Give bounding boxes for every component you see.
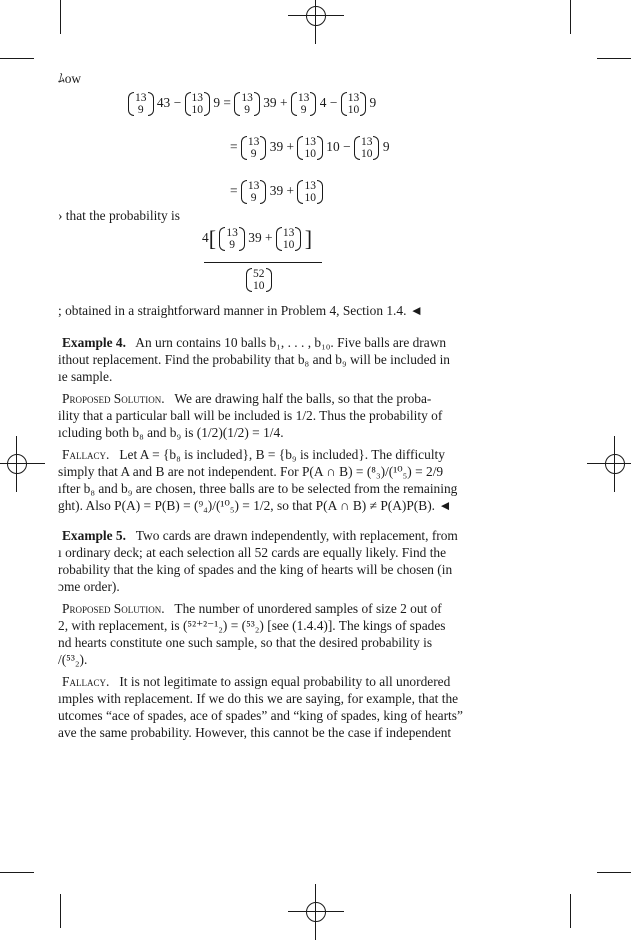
crop-mark-bottom-right-horizontal <box>597 872 631 873</box>
registration-mark-bottom <box>302 898 330 926</box>
fallacy-1-line-2: simply that A and B are not independent. For P(A ∩ B) = (⁸₃)/(¹⁰₅) = 2/9 <box>58 464 444 479</box>
binomial: 13 10 <box>185 92 211 116</box>
crop-mark-top-right-horizontal <box>597 58 631 59</box>
registration-mark-left <box>3 450 31 478</box>
text-now: ﾑow <box>58 71 82 86</box>
equation-line-3: = 13 9 39 + 13 10 <box>230 180 323 204</box>
binomial: 13 10 <box>341 92 367 116</box>
registration-mark-right <box>601 450 629 478</box>
binomial: 13 9 <box>291 92 317 116</box>
example-5-label: Example 5. <box>62 528 126 543</box>
binomial: 13 9 <box>241 180 267 204</box>
binomial: 52 10 <box>246 268 272 292</box>
example-4-line-2: ithout replacement. Find the probability that b₈ and b₉ will be included in <box>58 352 451 367</box>
example-5-line-3: robability that the king of spades and the king of hearts will be chosen (in <box>58 562 453 577</box>
binomial: 13 10 <box>297 180 323 204</box>
example-4-line-3: ıe sample. <box>58 369 113 384</box>
crop-mark-bottom-left-vertical <box>60 894 61 928</box>
fraction-bar <box>204 262 322 263</box>
proposed-solution-2-line-4: /(⁵³₂). <box>58 652 88 667</box>
example-4-line-1: Example 4. An urn contains 10 balls b₁, . . . , b₁₀. Five balls are drawn <box>62 335 447 350</box>
registration-mark-top <box>302 2 330 30</box>
fallacy-2-line-2: ımples with replacement. If we do this we are saying, for example, that the <box>58 691 459 706</box>
probability-numerator: 4[ 13 9 39 + 13 10 ] <box>202 226 313 251</box>
example-5-line-1: Example 5. Two cards are drawn independently, with replacement, from <box>62 528 458 543</box>
equation-line-1: 13 9 43 − 13 10 9 = 13 9 39 + 13 9 4 − 13 10 9 <box>128 92 376 116</box>
proposed-solution-1-line-3: ıcluding both b₈ and b₉ is (1/2)(1/2) = 1/4. <box>58 425 284 440</box>
crop-mark-bottom-left-horizontal <box>0 872 34 873</box>
binomial: 13 10 <box>276 227 302 251</box>
text-obtained: ; obtained in a straightforward manner in Problem 4, Section 1.4. ◄ <box>58 303 424 318</box>
binomial: 13 10 <box>297 136 323 160</box>
binomial: 13 9 <box>219 227 245 251</box>
fallacy-2-line-4: ave the same probability. However, this cannot be the case if independent <box>58 725 452 740</box>
binomial: 13 9 <box>241 136 267 160</box>
proposed-solution-1-line-1: Proposed Solution. We are drawing half the balls, so that the proba- <box>62 391 432 406</box>
binomial: 13 10 <box>354 136 380 160</box>
crop-mark-bottom-right-vertical <box>570 894 571 928</box>
fallacy-1-line-4: ght). Also P(A) = P(B) = (⁹₄)/(¹⁰₅) = 1/2, so that P(A ∩ B) ≠ P(A)P(B). ◄ <box>58 498 452 513</box>
example-4-label: Example 4. <box>62 335 126 350</box>
crop-mark-top-right-vertical <box>570 0 571 34</box>
crop-mark-top-left-horizontal <box>0 58 34 59</box>
example-5-line-2: ı ordinary deck; at each selection all 52 cards are equally likely. Find the <box>58 545 447 560</box>
equation-line-2: = 13 9 39 + 13 10 10 − 13 10 9 <box>230 136 390 160</box>
binomial: 13 9 <box>234 92 260 116</box>
fallacy-1-line-3: ıfter b₈ and b₉ are chosen, three balls are to be selected from the remaining <box>58 481 458 496</box>
fallacy-1-line-1: Fallacy. Let A = {b₈ is included}, B = {b₉ is included}. The difficulty <box>62 447 445 462</box>
fallacy-2-line-1: Fallacy. It is not legitimate to assign equal probability to all unordered <box>62 674 451 689</box>
proposed-solution-1-line-2: ility that a particular ball will be included is 1/2. Thus the probability of <box>58 408 443 423</box>
crop-mark-top-left-vertical <box>60 0 61 34</box>
proposed-solution-2-line-2: 2, with replacement, is (⁵²⁺²⁻¹₂) = (⁵³₂) [see (1.4.4)]. The kings of spades <box>58 618 446 633</box>
example-5-line-4: ɔme order). <box>58 579 120 594</box>
fallacy-2-line-3: utcomes “ace of spades, ace of spades” and “king of spades, king of hearts” <box>58 708 463 723</box>
probability-denominator <box>246 268 272 292</box>
proposed-solution-2-line-3: nd hearts constitute one such sample, so that the desired probability is <box>58 635 433 650</box>
binomial: 13 9 <box>128 92 154 116</box>
proposed-solution-2-line-1: Proposed Solution. The number of unordered samples of size 2 out of <box>62 601 442 616</box>
text-so-that: › that the probability is <box>58 208 180 223</box>
